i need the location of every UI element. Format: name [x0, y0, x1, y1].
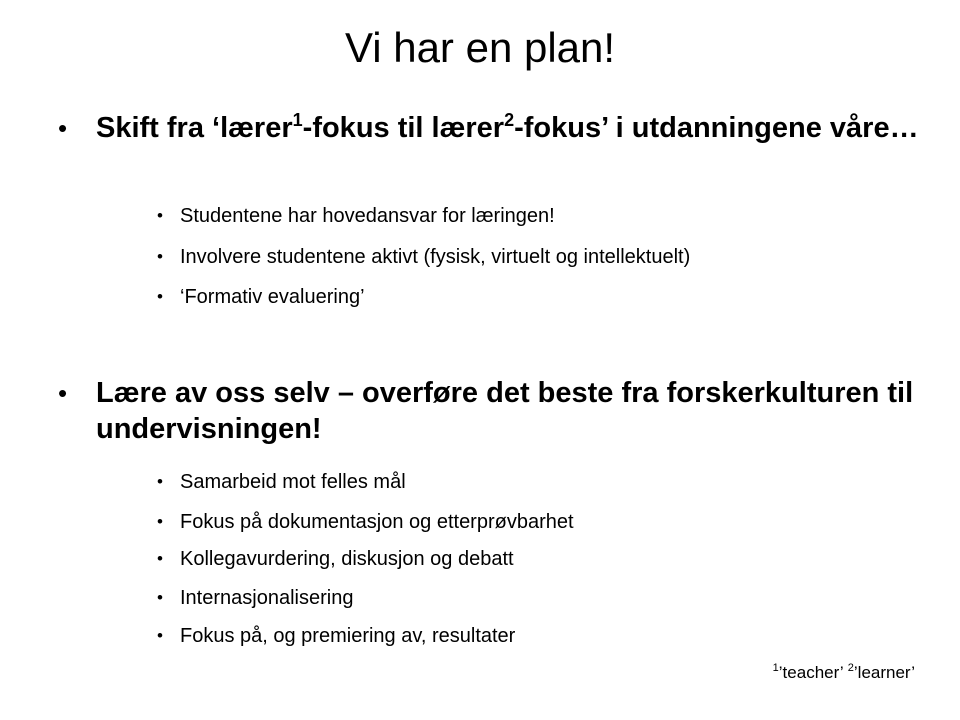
heading-text-part: -fokus til lærer	[302, 112, 505, 144]
footnote	[773, 661, 915, 685]
sub-bullet-text: Fokus på, og premiering av, resultater	[180, 625, 516, 647]
footnote-superscript: 2	[847, 662, 854, 674]
slide-title: Vi har en plan!	[344, 24, 616, 71]
bullet-heading-teacher-learner-focus	[58, 110, 946, 146]
sub-bullet-text: Fokus på dokumentasjon og etterprøvbarhet	[180, 511, 574, 533]
bullet-marker: •	[58, 378, 68, 408]
bullet-marker: •	[157, 588, 163, 607]
sub-bullet	[157, 622, 940, 650]
footnote-text: ’teacher’	[778, 663, 848, 682]
superscript-marker: 2	[504, 110, 515, 130]
bullet-marker: •	[157, 626, 163, 645]
heading-text-part: Skift fra ‘lærer	[96, 112, 293, 144]
bullet-marker: •	[157, 206, 163, 225]
sub-bullet-text: Internasjonalisering	[180, 587, 354, 609]
sub-bullet-text: Involvere studentene aktivt (fysisk, virtuelt og intellektuelt)	[180, 246, 691, 268]
sub-bullet-text: Kollegavurdering, diskusjon og debatt	[180, 548, 514, 570]
bullet-marker: •	[157, 472, 163, 491]
bullet-marker: •	[58, 113, 68, 143]
sub-bullet	[157, 468, 940, 496]
sub-bullet	[157, 545, 940, 573]
bullet-heading-learn-from-research	[58, 375, 946, 447]
heading-text-part: -fokus’ i utdanningene våre…	[514, 112, 919, 144]
sub-bullet	[157, 584, 940, 612]
bullet-marker: •	[157, 287, 163, 306]
bullet-marker: •	[157, 512, 163, 531]
sub-bullet	[157, 508, 940, 536]
superscript-marker: 1	[292, 110, 303, 130]
bullet-marker: •	[157, 549, 163, 568]
sub-bullet	[157, 202, 940, 230]
sub-bullet	[157, 283, 940, 311]
sub-bullet-text: Studentene har hovedansvar for læringen!	[180, 205, 555, 227]
sub-bullet-text: Samarbeid mot felles mål	[180, 471, 406, 493]
bullet-marker: •	[157, 247, 163, 266]
sub-bullet-text: ‘Formativ evaluering’	[180, 286, 365, 308]
footnote-superscript: 1	[772, 662, 779, 674]
heading-text: Lære av oss selv – overføre det beste fra forskerkulturen til undervisningen!	[96, 377, 914, 445]
footnote-text: ’learner’	[853, 663, 915, 682]
sub-bullet	[157, 243, 940, 271]
